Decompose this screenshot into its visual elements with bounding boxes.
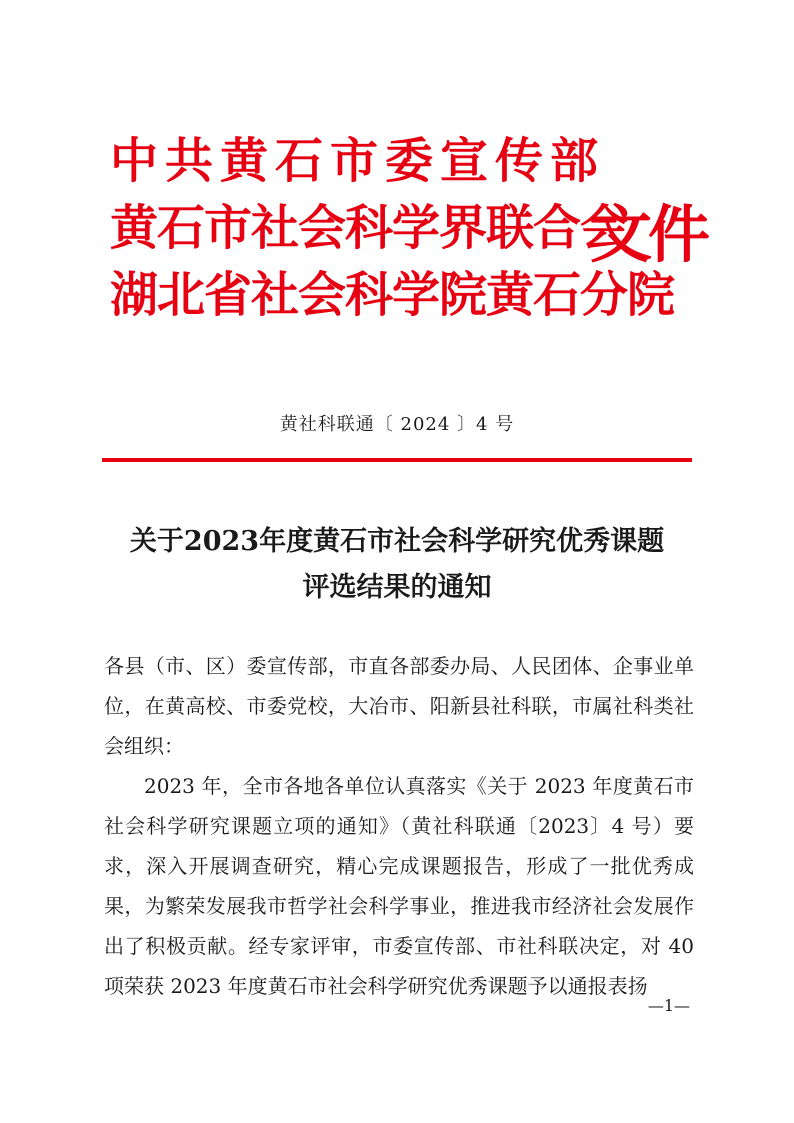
- org-name-academy-branch: 湖北省社会科学院黄石分院: [110, 267, 675, 323]
- addressee-paragraph: 各县（市、区）委宣传部，市直各部委办局、人民团体、企事业单位，在黄高校、市委党校，大冶市、阳新县社科联，市属社科类社会组织：: [104, 654, 694, 758]
- org-name-propaganda-dept: 中共黄石市委宣传部: [110, 133, 606, 189]
- body-paragraph: 2023 年，全市各地各单位认真落实《关于 2023 年度黄石市社会科学研究课题立项的通知》（黄社科联通〔2023〕4 号）要求，深入开展调查研究，精心完成课题报告，形成了一批优秀成果，为繁荣发展我市哲学社会科学事业，推进我市经济社会发展作出了积极贡献。经专家评审，市委宣传部、市社科联决定，对 40 项荣获 2023 年度黄石市社会科学研究优秀课题予以通报表扬: [104, 774, 694, 998]
- title-line-1: 关于2023年度黄石市社会科学研究优秀课题: [129, 526, 665, 557]
- header-red-rule: [102, 458, 692, 462]
- page-number: —1—: [647, 996, 690, 1015]
- document-body: [104, 646, 694, 1006]
- org-name-social-science-federation: 黄石市社会科学界联合会: [110, 200, 628, 256]
- document-title: [0, 519, 794, 611]
- document-number: 黄社科联通〔 2024 〕4 号: [279, 414, 515, 435]
- file-label: 文件: [590, 198, 707, 271]
- title-line-2: 评选结果的通知: [302, 572, 492, 603]
